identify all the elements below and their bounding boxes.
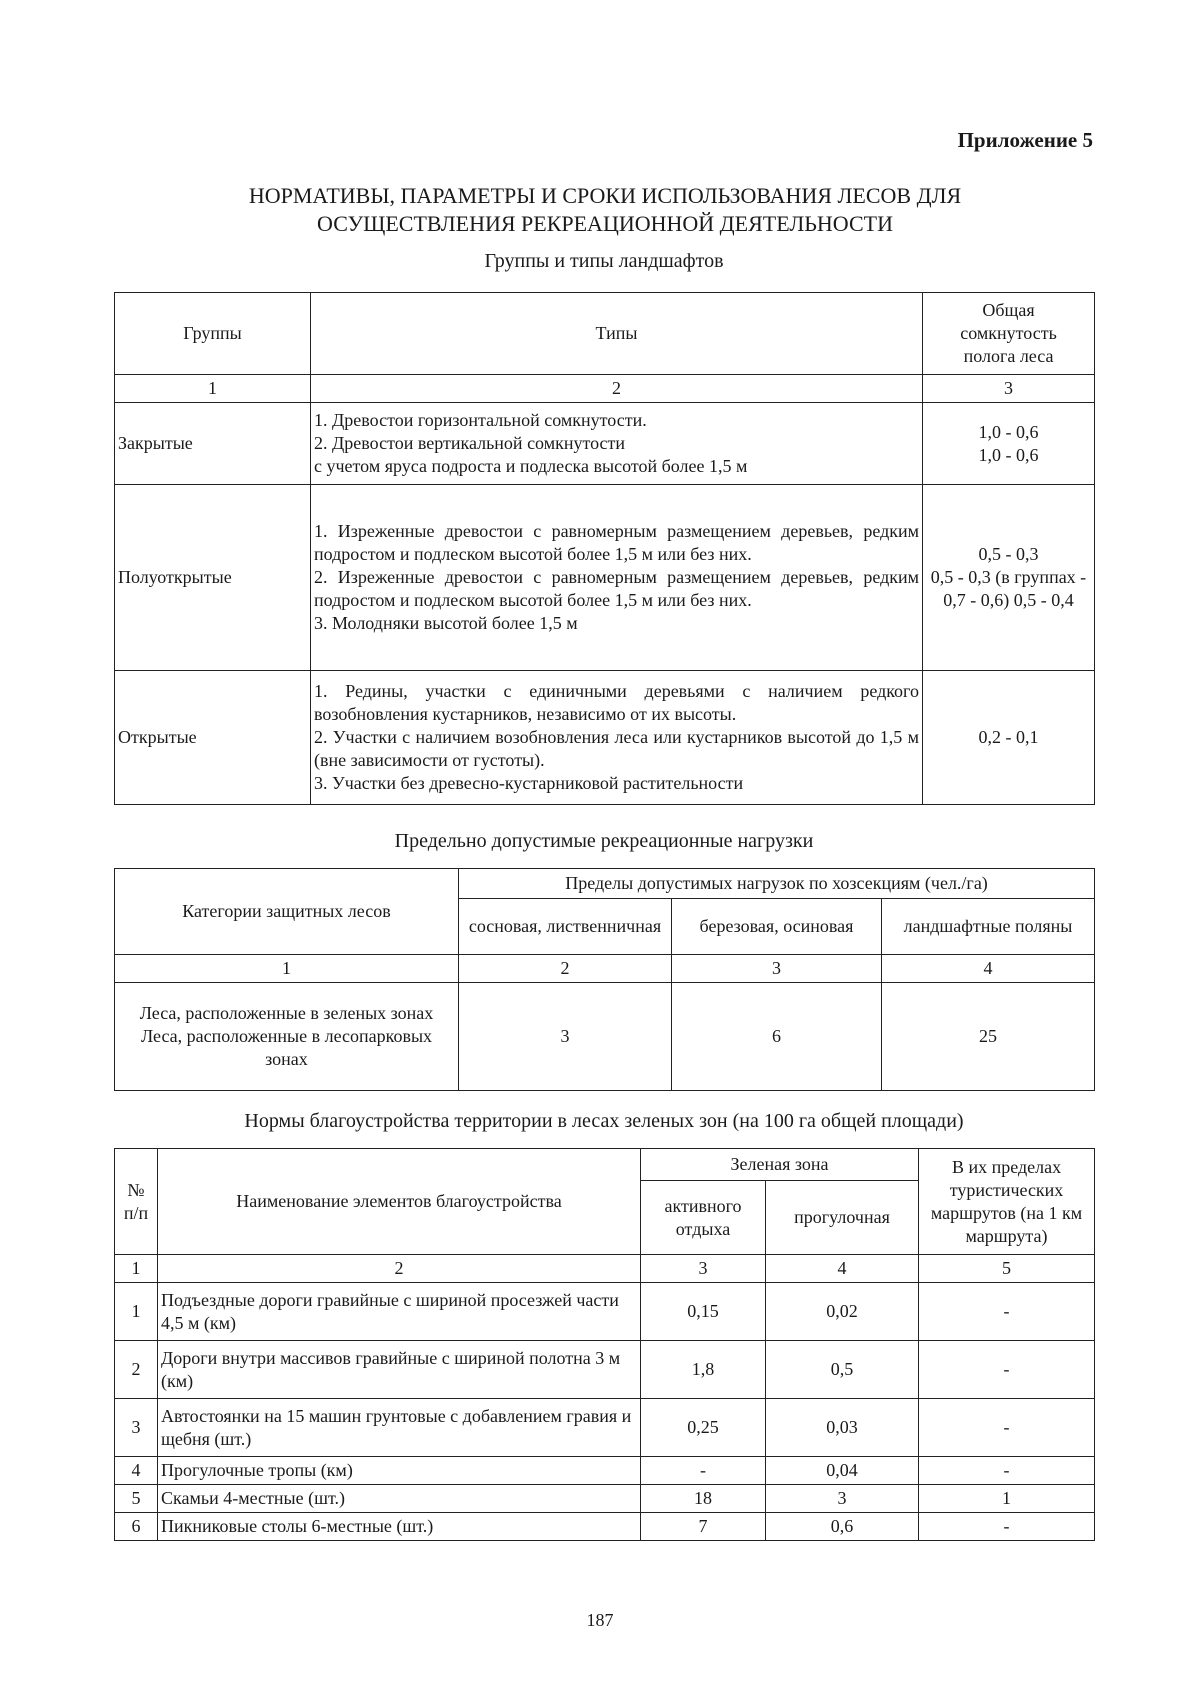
closure-value: 0,2 - 0,1	[923, 671, 1095, 805]
column-number: 3	[923, 375, 1095, 403]
row-number: 6	[115, 1513, 158, 1541]
header-number: № п/п	[115, 1149, 158, 1255]
active-value: 0,25	[641, 1399, 766, 1457]
walking-value: 3	[766, 1485, 919, 1513]
type-item: с учетом яруса подроста и подлеска высотой более 1,5 м	[314, 456, 748, 476]
table-row	[115, 983, 1095, 1091]
column-number: 2	[158, 1255, 641, 1283]
recreational-load-table	[114, 868, 1095, 1091]
amenities-table-caption: Нормы благоустройства территории в лесах зеленых зон (на 100 га общей площади)	[244, 1110, 964, 1132]
header-forest-category: Категории защитных лесов	[115, 869, 459, 955]
title-line-1: НОРМАТИВЫ, ПАРАМЕТРЫ И СРОКИ ИСПОЛЬЗОВАНИЯ ЛЕСОВ ДЛЯ	[248, 183, 962, 208]
header-tourist-routes: В их пределах туристических маршрутов (на 1 км маршрута)	[919, 1149, 1095, 1255]
header-load-limits: Пределы допустимых нагрузок по хозсекциям (чел./га)	[459, 869, 1095, 899]
header-active-rest: активного отдыха	[641, 1181, 766, 1255]
table-header-row	[115, 293, 1095, 375]
landscape-types-table	[114, 292, 1095, 805]
row-number: 5	[115, 1485, 158, 1513]
table-header-row	[115, 1149, 1095, 1181]
closure-values	[923, 403, 1095, 485]
closure-value: 1,0 - 0,6	[978, 444, 1039, 465]
type-item: 3. Молодняки высотой более 1,5 м	[314, 613, 578, 633]
element-name: Пикниковые столы 6-местные (шт.)	[158, 1513, 641, 1541]
types-cell	[311, 403, 923, 485]
types-cell	[311, 485, 923, 671]
active-value: 7	[641, 1513, 766, 1541]
column-number: 5	[919, 1255, 1095, 1283]
closure-values	[923, 485, 1095, 671]
type-item: 1. Изреженные древостои с равномерным размещением деревьев, редким подростом и подлеском высотой более 1,5 м или без них.	[314, 521, 919, 564]
element-name: Автостоянки на 15 машин грунтовые с добавлением гравия и щебня (шт.)	[158, 1399, 641, 1457]
type-item: 2. Древостои вертикальной сомкнутости	[314, 433, 626, 453]
table-row	[115, 403, 1095, 485]
group-closed: Закрытые	[115, 403, 311, 485]
header-closure-line-1: Общая	[982, 300, 1035, 320]
walking-value: 0,02	[766, 1283, 919, 1341]
column-number: 3	[672, 955, 882, 983]
column-number: 1	[115, 1255, 158, 1283]
type-item: 3. Участки без древесно-кустарниковой растительности	[314, 773, 744, 793]
page-number: 187	[586, 1610, 614, 1630]
column-numbering-row	[115, 375, 1095, 403]
tourist-value: 1	[919, 1485, 1095, 1513]
element-name: Скамьи 4-местные (шт.)	[158, 1485, 641, 1513]
column-number: 4	[882, 955, 1095, 983]
table-row	[115, 1341, 1095, 1399]
type-item: 2. Участки с наличием возобновления леса или кустарников высотой до 1,5 м (вне зависимости от густоты).	[314, 727, 919, 770]
closure-value: 1,0 - 0,6	[978, 421, 1039, 442]
table-row	[115, 1457, 1095, 1485]
group-semi-open: Полуоткрытые	[115, 485, 311, 671]
table-row	[115, 1513, 1095, 1541]
column-number: 1	[115, 375, 311, 403]
active-value: -	[641, 1457, 766, 1485]
row-number: 2	[115, 1341, 158, 1399]
element-name: Подъездные дороги гравийные с шириной просезжей части 4,5 м (км)	[158, 1283, 641, 1341]
element-name: Прогулочные тропы (км)	[158, 1457, 641, 1485]
header-types: Типы	[311, 293, 923, 375]
row-number: 4	[115, 1457, 158, 1485]
column-number: 4	[766, 1255, 919, 1283]
appendix-label: Приложение 5	[957, 128, 1093, 152]
title-line-2: ОСУЩЕСТВЛЕНИЯ РЕКРЕАЦИОННОЙ ДЕЯТЕЛЬНОСТИ	[317, 211, 893, 236]
active-value: 0,15	[641, 1283, 766, 1341]
header-groups: Группы	[115, 293, 311, 375]
column-numbering-row	[115, 1255, 1095, 1283]
tourist-value: -	[919, 1457, 1095, 1485]
types-cell	[311, 671, 923, 805]
tourist-value: -	[919, 1399, 1095, 1457]
forest-category: Леса, расположенные в зеленых зонах	[139, 1003, 434, 1023]
load-pine: 3	[459, 983, 672, 1091]
forest-category-cell	[115, 983, 459, 1091]
walking-value: 0,6	[766, 1513, 919, 1541]
document-title	[110, 182, 1100, 238]
table-row	[115, 1485, 1095, 1513]
column-number: 2	[311, 375, 923, 403]
type-item: 1. Древостои горизонтальной сомкнутости.	[314, 410, 647, 430]
header-pine: сосновая, лиственничная	[459, 899, 672, 955]
table-row	[115, 1283, 1095, 1341]
active-value: 18	[641, 1485, 766, 1513]
group-open: Открытые	[115, 671, 311, 805]
row-number: 1	[115, 1283, 158, 1341]
tourist-value: -	[919, 1283, 1095, 1341]
load-table-caption: Предельно допустимые рекреационные нагрузки	[394, 830, 814, 852]
element-name: Дороги внутри массивов гравийные с шириной полотна 3 м (км)	[158, 1341, 641, 1399]
walking-value: 0,04	[766, 1457, 919, 1485]
load-birch: 6	[672, 983, 882, 1091]
header-green-zone: Зеленая зона	[641, 1149, 919, 1181]
load-meadows: 25	[882, 983, 1095, 1091]
header-closure-line-2: сомкнутость	[960, 323, 1057, 343]
header-meadows: ландшафтные поляны	[882, 899, 1095, 955]
column-number: 3	[641, 1255, 766, 1283]
column-numbering-row	[115, 955, 1095, 983]
walking-value: 0,03	[766, 1399, 919, 1457]
column-number: 1	[115, 955, 459, 983]
row-number: 3	[115, 1399, 158, 1457]
closure-value: 0,5 - 0,3	[978, 544, 1039, 564]
type-item: 1. Редины, участки с единичными деревьями с наличием редкого возобновления кустарников, независимо от их высоты.	[314, 681, 919, 724]
tourist-value: -	[919, 1341, 1095, 1399]
header-closure-line-3: полога леса	[963, 346, 1054, 366]
header-element-name: Наименование элементов благоустройства	[158, 1149, 641, 1255]
header-walking: прогулочная	[766, 1181, 919, 1255]
header-canopy-closure	[923, 293, 1095, 375]
header-birch: березовая, осиновая	[672, 899, 882, 955]
column-number: 2	[459, 955, 672, 983]
table-header-row	[115, 869, 1095, 899]
amenities-norms-table	[114, 1148, 1095, 1541]
closure-value: 0,5 - 0,3 (в группах - 0,7 - 0,6) 0,5 - 0,4	[930, 567, 1087, 610]
table-row	[115, 485, 1095, 671]
table-row	[115, 671, 1095, 805]
forest-category: Леса, расположенные в лесопарковых зонах	[140, 1026, 433, 1069]
table-row	[115, 1399, 1095, 1457]
landscape-table-caption: Группы и типы ландшафтов	[484, 250, 724, 272]
tourist-value: -	[919, 1513, 1095, 1541]
type-item: 2. Изреженные древостои с равномерным размещением деревьев, редким подростом и подлеском высотой более 1,5 м или без них.	[314, 567, 919, 610]
active-value: 1,8	[641, 1341, 766, 1399]
walking-value: 0,5	[766, 1341, 919, 1399]
